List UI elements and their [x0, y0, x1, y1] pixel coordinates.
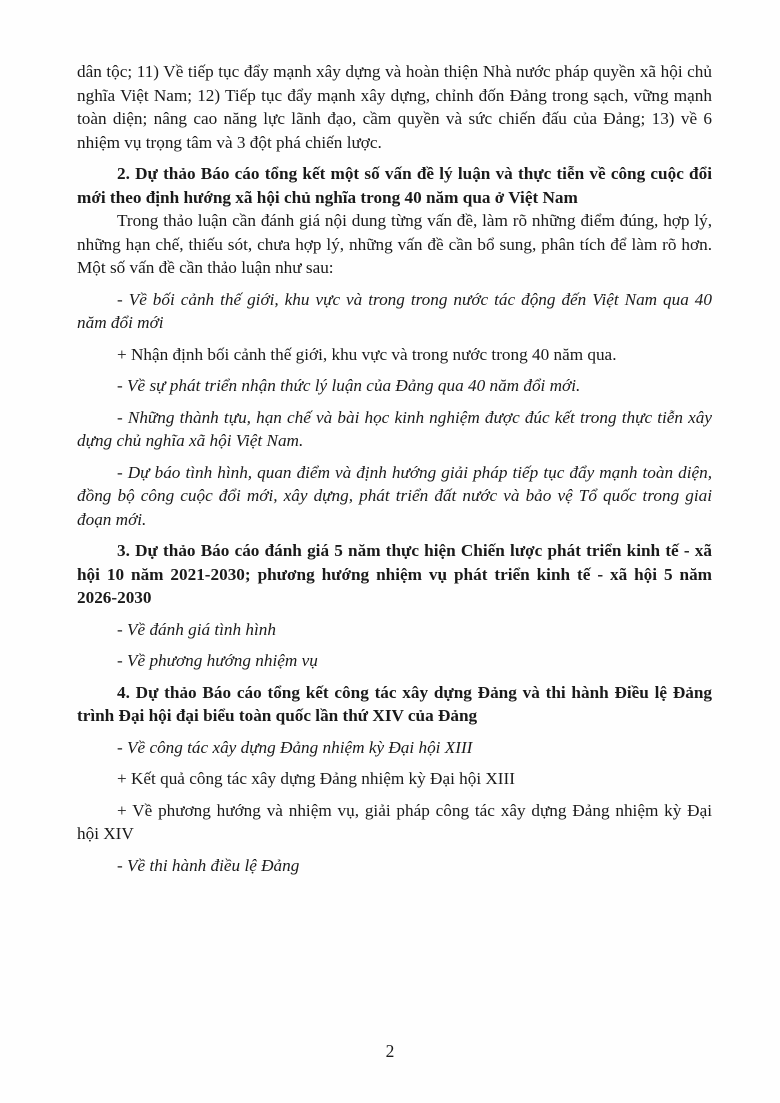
section-2-item-1: - Về bối cảnh thế giới, khu vực và trong trong nước tác động đến Việt Nam qua 40 năm đổi mới: [77, 289, 712, 332]
intro-paragraph: dân tộc; 11) Về tiếp tục đẩy mạnh xây dựng và hoàn thiện Nhà nước pháp quyền xã hội chủ nghĩa Việt Nam; 12) Tiếp tục đẩy mạnh xây dựng, chỉnh đốn Đảng trong sạch, vững mạnh toàn diện; nâng cao năng lực lãnh đạo, cầm quyền và sức chiến đấu của Đảng; 13) về 6 nhiệm vụ trọng tâm và 3 đột phá chiến lược.: [77, 62, 712, 152]
section-2-item-3: - Những thành tựu, hạn chế và bài học kinh nghiệm được đúc kết trong thực tiễn xây dựng chủ nghĩa xã hội Việt Nam.: [77, 407, 712, 450]
section-2-item-4: - Dự báo tình hình, quan điểm và định hướng giải pháp tiếp tục đẩy mạnh toàn diện, đồng bộ công cuộc đổi mới, xây dựng, phát triển đất nước và bảo vệ Tổ quốc trong giai đoạn mới.: [77, 462, 712, 529]
section-3-item-2: - Về phương hướng nhiệm vụ: [117, 651, 318, 670]
page-number: 2: [385, 1041, 395, 1061]
section-4-heading: 4. Dự thảo Báo cáo tổng kết công tác xây dựng Đảng và thi hành Điều lệ Đảng trình Đại hội đại biểu toàn quốc lần thứ XIV của Đảng: [77, 682, 712, 725]
section-2-item-2: - Về sự phát triển nhận thức lý luận của Đảng qua 40 năm đổi mới.: [117, 376, 581, 395]
section-3-item-1: - Về đánh giá tình hình: [117, 619, 276, 639]
section-3-heading: 3. Dự thảo Báo cáo đánh giá 5 năm thực hiện Chiến lược phát triển kinh tế - xã hội 10 năm 2021-2030; phương hướng nhiệm vụ phát triển kinh tế - xã hội 5 năm 2026-2030: [77, 541, 712, 607]
section-4-item-1-sub-1: + Kết quả công tác xây dựng Đảng nhiệm kỳ Đại hội XIII: [117, 769, 515, 788]
section-2-intro: Trong thảo luận cần đánh giá nội dung từng vấn đề, làm rõ những điểm đúng, hợp lý, những hạn chế, thiếu sót, chưa hợp lý, những vấn đề cần bổ sung, phân tích để làm rõ hơn. Một số vấn đề cần thảo luận như sau:: [77, 211, 712, 277]
section-2-item-1-sub: + Nhận định bối cảnh thế giới, khu vực và trong nước trong 40 năm qua.: [117, 344, 617, 364]
section-4-item-2: - Về thi hành điều lệ Đảng: [117, 855, 300, 875]
section-2-heading: 2. Dự thảo Báo cáo tổng kết một số vấn đề lý luận và thực tiễn về công cuộc đổi mới theo định hướng xã hội chủ nghĩa trong 40 năm qua ở Việt Nam: [77, 164, 712, 207]
section-4-item-1: - Về công tác xây dựng Đảng nhiệm kỳ Đại hội XIII: [117, 737, 473, 757]
section-4-item-1-sub-2: + Về phương hướng và nhiệm vụ, giải pháp công tác xây dựng Đảng nhiệm kỳ Đại hội XIV: [77, 800, 712, 843]
